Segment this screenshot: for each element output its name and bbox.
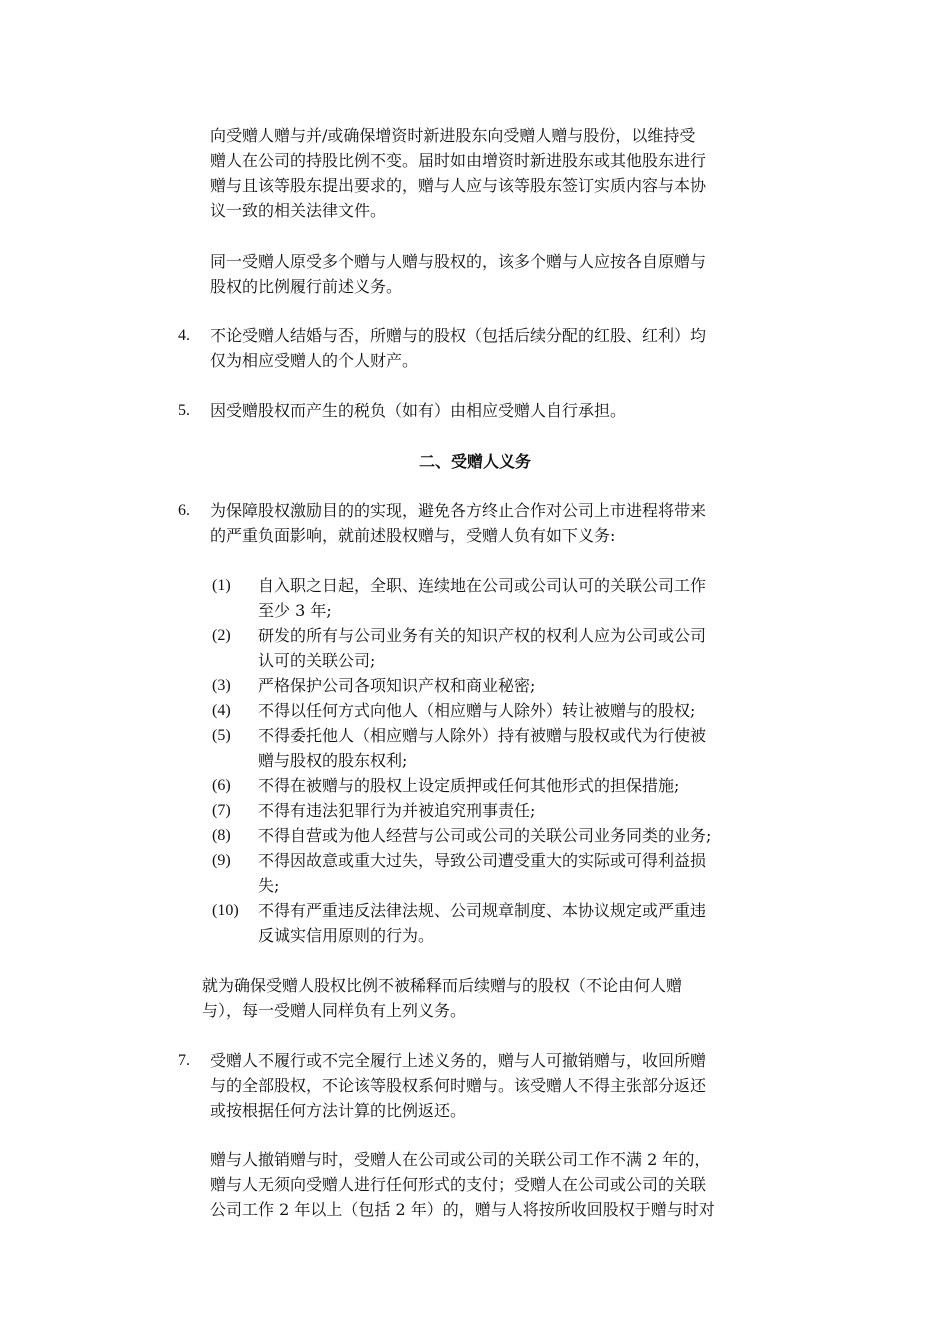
text-line: 与），每一受赠人同样负有上列义务。 — [202, 1001, 467, 1020]
text-line: 认可的关联公司; — [258, 651, 376, 670]
text-line: 赠与人撤销赠与时，受赠人在公司或公司的关联公司工作不满 2 年的， — [210, 1150, 711, 1169]
subitem-number: (3) — [212, 677, 231, 694]
subitem-number: (1) — [212, 577, 231, 594]
text-line: 公司工作 2 年以上（包括 2 年）的，赠与人将按所收回股权于赠与时对 — [210, 1200, 715, 1219]
text-line: 因受赠股权而产生的税负（如有）由相应受赠人自行承担。 — [210, 401, 627, 420]
text-line: 不得以任何方式向他人（相应赠与人除外）转让被赠与的股权; — [258, 701, 696, 720]
text-line: 的严重负面影响，就前述股权赠与，受赠人负有如下义务: — [210, 526, 616, 545]
clause-number: 6. — [178, 502, 190, 519]
text-line: 赠人在公司的持股比例不变。届时如由增资时新进股东或其他股东进行 — [210, 151, 707, 170]
subitem-number: (2) — [212, 627, 231, 644]
subitem-number: (4) — [212, 702, 231, 719]
clause-number: 7. — [178, 1052, 190, 1069]
text-line: 不得在被赠与的股权上设定质押或任何其他形式的担保措施; — [258, 776, 680, 795]
subitem-number: (5) — [212, 727, 231, 744]
text-line: 就为确保受赠人股权比例不被稀释而后续赠与的股权（不论由何人赠 — [202, 976, 683, 995]
text-line: 自入职之日起，全职、连续地在公司或公司认可的关联公司工作 — [258, 576, 707, 595]
subitem-number: (9) — [212, 852, 231, 869]
subitem-number: (7) — [212, 802, 231, 819]
text-line: 不论受赠人结婚与否，所赠与的股权（包括后续分配的红股、红利）均 — [210, 326, 707, 345]
text-line: 不得有严重违反法律法规、公司规章制度、本协议规定或严重违 — [258, 901, 707, 920]
subitem-number: (10) — [212, 902, 239, 919]
text-line: 研发的所有与公司业务有关的知识产权的权利人应为公司或公司 — [258, 626, 707, 645]
text-line: 仅为相应受赠人的个人财产。 — [210, 351, 419, 370]
text-line: 失; — [258, 876, 280, 895]
text-line: 为保障股权激励目的的实现，避免各方终止合作对公司上市进程将带来 — [210, 501, 707, 520]
clause-number: 4. — [178, 327, 190, 344]
text-line: 与的全部股权，不论该等股权系何时赠与。该受赠人不得主张部分返还 — [210, 1076, 707, 1095]
text-line: 同一受赠人原受多个赠与人赠与股权的，该多个赠与人应按各自原赠与 — [210, 252, 707, 271]
text-line: 或按根据任何方法计算的比例返还。 — [210, 1101, 467, 1120]
text-line: 赠与且该等股东提出要求的，赠与人应与该等股东签订实质内容与本协 — [210, 176, 707, 195]
text-line: 不得因故意或重大过失，导致公司遭受重大的实际或可得利益损 — [258, 851, 707, 870]
text-line: 至少 3 年; — [258, 601, 332, 620]
text-line: 赠与人无须向受赠人进行任何形式的支付；受赠人在公司或公司的关联 — [210, 1175, 707, 1194]
text-line: 受赠人不履行或不完全履行上述义务的，赠与人可撤销赠与，收回所赠 — [210, 1051, 707, 1070]
text-line: 反诚实信用原则的行为。 — [258, 926, 435, 945]
text-line: 不得有违法犯罪行为并被追究刑事责任; — [258, 801, 536, 820]
clause-number: 5. — [178, 402, 190, 419]
section-heading: 二、受赠人义务 — [418, 452, 531, 471]
text-line: 议一致的相关法律文件。 — [210, 201, 387, 220]
subitem-number: (6) — [212, 777, 231, 794]
text-line: 股权的比例履行前述义务。 — [210, 277, 403, 296]
text-line: 严格保护公司各项知识产权和商业秘密; — [258, 676, 536, 695]
text-line: 向受赠人赠与并/或确保增资时新进股东向受赠人赠与股份，以维持受 — [210, 126, 696, 145]
text-line: 不得自营或为他人经营与公司或公司的关联公司业务同类的业务; — [258, 826, 712, 845]
text-line: 赠与股权的股东权利; — [258, 751, 408, 770]
subitem-number: (8) — [212, 827, 231, 844]
text-line: 不得委托他人（相应赠与人除外）持有被赠与股权或代为行使被 — [258, 726, 707, 745]
